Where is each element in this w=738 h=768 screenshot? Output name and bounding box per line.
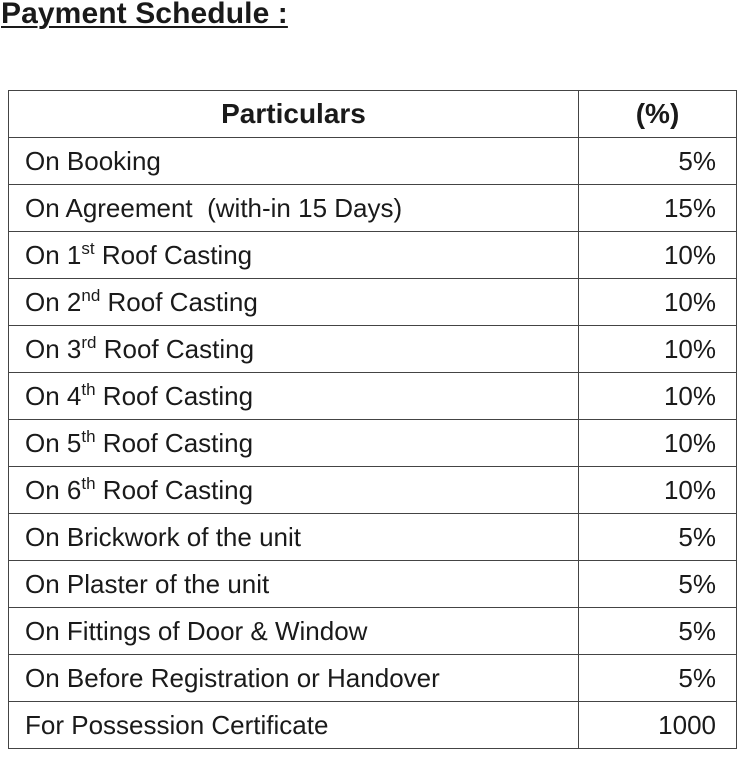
- header-percent: (%): [579, 91, 737, 138]
- particular-cell: [9, 232, 579, 279]
- table-row: [9, 373, 737, 420]
- particular-text: On 4: [25, 381, 82, 411]
- particular-text: On Agreement (with-in 15 Days): [25, 193, 403, 223]
- particular-cell: [9, 420, 579, 467]
- particular-cell: [9, 326, 579, 373]
- particular-text-suffix: Roof Casting: [95, 475, 254, 505]
- ordinal-suffix: th: [81, 474, 96, 493]
- page-title: Payment Schedule :: [1, 0, 288, 30]
- particular-cell: [9, 655, 579, 702]
- particular-text: On 6: [25, 475, 82, 505]
- percent-cell: 10%: [579, 467, 737, 514]
- particular-text: On 3: [25, 334, 82, 364]
- particular-text: On Fittings of Door & Window: [25, 616, 368, 646]
- particular-text: On Brickwork of the unit: [25, 522, 301, 552]
- particular-text: On Before Registration or Handover: [25, 663, 440, 693]
- particular-cell: [9, 561, 579, 608]
- percent-cell: 5%: [579, 514, 737, 561]
- particular-text-suffix: Roof Casting: [96, 334, 255, 364]
- table-row: [9, 608, 737, 655]
- percent-cell: 10%: [579, 326, 737, 373]
- percent-cell: 1000: [579, 702, 737, 749]
- table-row: [9, 185, 737, 232]
- percent-cell: 5%: [579, 138, 737, 185]
- table-row: [9, 467, 737, 514]
- table-row: [9, 561, 737, 608]
- ordinal-suffix: nd: [81, 286, 101, 305]
- percent-cell: 15%: [579, 185, 737, 232]
- particular-text: On 5: [25, 428, 82, 458]
- particular-text-suffix: Roof Casting: [95, 381, 254, 411]
- particular-cell: [9, 138, 579, 185]
- ordinal-suffix: th: [81, 380, 96, 399]
- header-particulars: Particulars: [9, 91, 579, 138]
- particular-text-suffix: Roof Casting: [94, 240, 253, 270]
- percent-cell: 10%: [579, 279, 737, 326]
- particular-cell: [9, 185, 579, 232]
- particular-text: On Booking: [25, 146, 161, 176]
- table-body: [9, 138, 737, 749]
- ordinal-suffix: rd: [81, 333, 97, 352]
- table-row: [9, 655, 737, 702]
- particular-cell: [9, 608, 579, 655]
- particular-text: On 2: [25, 287, 82, 317]
- table-header-row: [9, 91, 737, 138]
- particular-text: On Plaster of the unit: [25, 569, 270, 599]
- table-row: [9, 420, 737, 467]
- percent-cell: 10%: [579, 373, 737, 420]
- table-row: [9, 279, 737, 326]
- particular-text-suffix: Roof Casting: [95, 428, 254, 458]
- particular-cell: [9, 373, 579, 420]
- particular-cell: [9, 279, 579, 326]
- particular-cell: [9, 514, 579, 561]
- particular-cell: [9, 467, 579, 514]
- percent-cell: 5%: [579, 561, 737, 608]
- percent-cell: 10%: [579, 420, 737, 467]
- percent-cell: 5%: [579, 608, 737, 655]
- particular-text: For Possession Certificate: [25, 710, 329, 740]
- percent-cell: 10%: [579, 232, 737, 279]
- payment-schedule-table: [8, 90, 737, 749]
- particular-text: On 1: [25, 240, 82, 270]
- ordinal-suffix: st: [81, 239, 95, 258]
- table-row: [9, 326, 737, 373]
- ordinal-suffix: th: [81, 427, 96, 446]
- table-row: [9, 702, 737, 749]
- particular-cell: [9, 702, 579, 749]
- table-row: [9, 138, 737, 185]
- table-row: [9, 514, 737, 561]
- percent-cell: 5%: [579, 655, 737, 702]
- table-row: [9, 232, 737, 279]
- particular-text-suffix: Roof Casting: [100, 287, 258, 317]
